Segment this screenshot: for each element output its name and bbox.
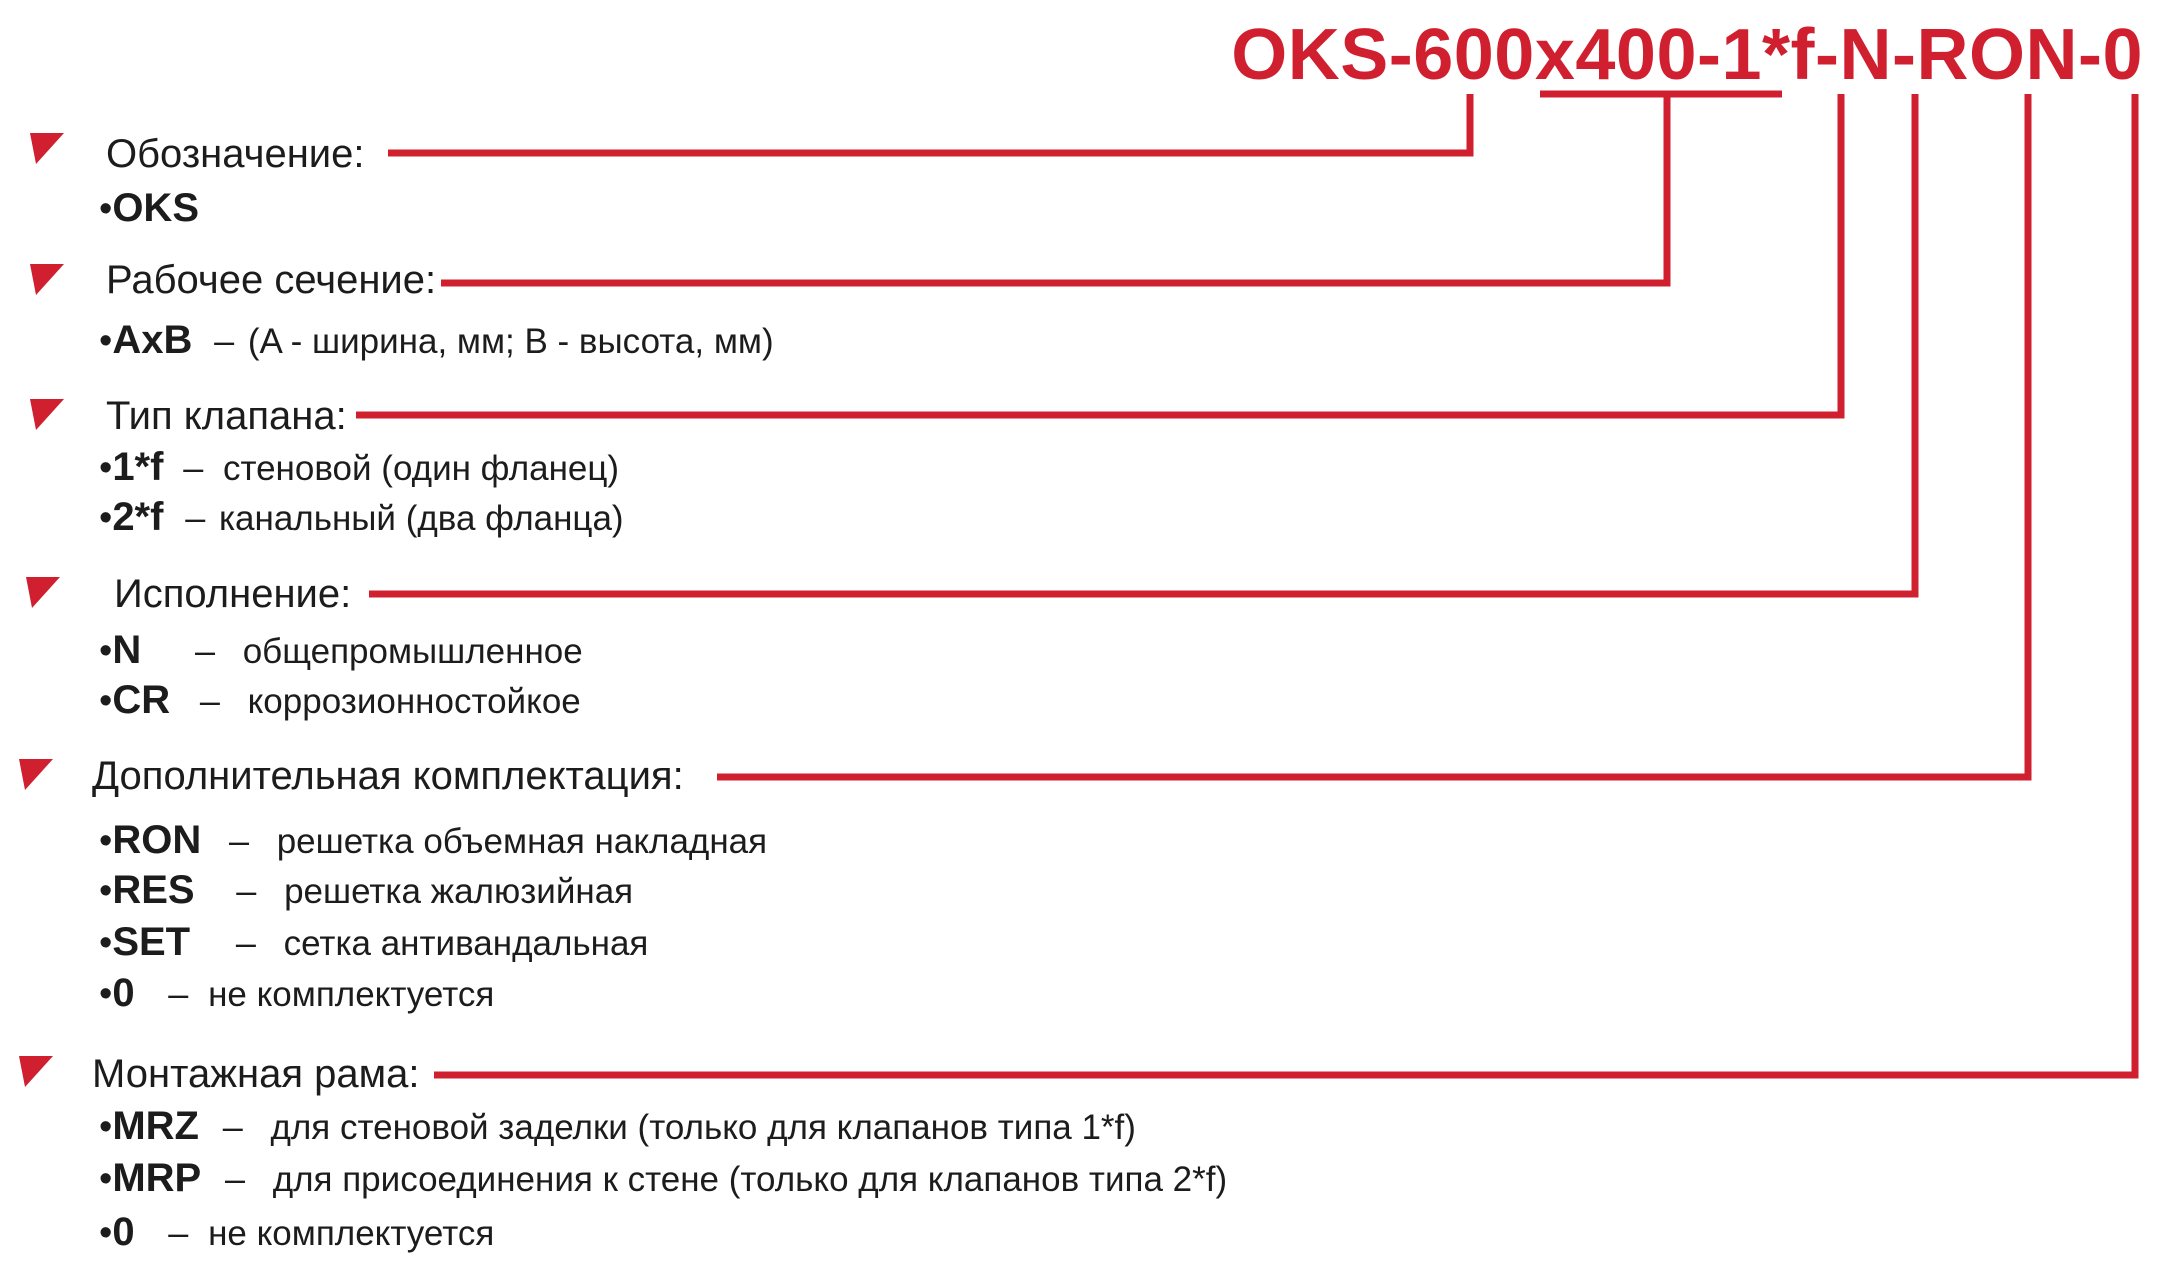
bullet: • — [99, 922, 113, 964]
option-item — [99, 1106, 1136, 1146]
bullet: • — [99, 1212, 113, 1254]
option-item — [99, 820, 767, 860]
option-key: CR — [112, 678, 171, 722]
option-key: RON — [112, 818, 202, 862]
red-triangle-icon — [30, 399, 64, 433]
option-description: решетка объемная накладная — [276, 822, 768, 861]
option-description: решетка жалюзийная — [284, 872, 634, 911]
bullet: • — [99, 320, 113, 362]
option-key: RES — [112, 868, 195, 912]
red-triangle-icon — [26, 577, 60, 611]
connector-frame — [434, 94, 2135, 1075]
option-item — [99, 973, 494, 1013]
option-description: канальный (два фланца) — [218, 499, 624, 538]
option-item — [99, 630, 583, 670]
option-item — [99, 320, 774, 360]
option-key: 1*f — [112, 445, 164, 489]
option-item — [99, 188, 199, 228]
option-key: 0 — [112, 1210, 135, 1254]
option-description: не комплектуется — [208, 975, 495, 1014]
option-key: AxB — [112, 318, 193, 362]
dash: – — [185, 497, 206, 538]
section-heading-valve-type: Тип клапана: — [106, 394, 347, 438]
section-heading-designation: Обозначение: — [106, 132, 365, 176]
bullet: • — [99, 188, 113, 230]
option-key: N — [112, 628, 142, 672]
section-heading-execution: Исполнение: — [114, 572, 352, 616]
bullet: • — [99, 680, 113, 722]
option-key: OKS — [112, 186, 199, 230]
dash: – — [236, 870, 257, 911]
option-item — [99, 680, 581, 720]
bullet: • — [99, 820, 113, 862]
option-key: MRP — [112, 1156, 202, 1200]
red-triangle-icon — [19, 759, 53, 793]
option-key: SET — [112, 920, 191, 964]
option-description: сетка антивандальная — [283, 924, 649, 963]
option-item — [99, 1158, 1227, 1198]
option-description: коррозионностойкое — [247, 682, 581, 721]
bullet: • — [99, 1158, 113, 1200]
option-description: общепромышленное — [242, 632, 583, 671]
bullet: • — [99, 1106, 113, 1148]
option-description: стеновой (один фланец) — [222, 449, 620, 488]
section-heading-working-section: Рабочее сечение: — [106, 258, 437, 302]
bullet: • — [99, 497, 113, 539]
dash: – — [183, 447, 204, 488]
option-item — [99, 870, 633, 910]
connector-extra — [717, 94, 2028, 777]
option-item — [99, 1212, 494, 1252]
bullet: • — [99, 870, 113, 912]
red-triangle-icon — [30, 264, 64, 298]
connector-section — [441, 94, 1667, 283]
option-description: для стеновой заделки (только для клапанов типа 1*f) — [270, 1108, 1136, 1147]
dash: – — [228, 820, 249, 861]
section-heading-mounting-frame: Монтажная рама: — [92, 1052, 420, 1096]
dash: – — [168, 1212, 189, 1253]
product-code: OKS-600x400-1*f-N-RON-0 — [1231, 15, 2143, 95]
option-item — [99, 497, 624, 537]
bullet: • — [99, 447, 113, 489]
option-item — [99, 922, 648, 962]
dash: – — [224, 1158, 245, 1199]
dash: – — [214, 320, 235, 361]
dash: – — [235, 922, 256, 963]
section-heading-extra-equipment: Дополнительная комплектация: — [92, 754, 684, 798]
option-key: 0 — [112, 971, 135, 1015]
dash: – — [194, 630, 215, 671]
bullet: • — [99, 973, 113, 1015]
option-key: MRZ — [112, 1104, 199, 1148]
option-description: не комплектуется — [208, 1214, 495, 1253]
bullet: • — [99, 630, 113, 672]
red-triangle-icon — [30, 133, 64, 167]
dash: – — [222, 1106, 243, 1147]
option-description: (A - ширина, мм; B - высота, мм) — [247, 322, 774, 361]
connector-oks — [388, 94, 1470, 153]
option-item — [99, 447, 619, 487]
dash: – — [199, 680, 220, 721]
red-triangle-icon — [19, 1056, 53, 1090]
connector-valve-type — [356, 94, 1841, 415]
option-key: 2*f — [112, 495, 164, 539]
option-description: для присоединения к стене (только для клапанов типа 2*f) — [272, 1160, 1228, 1199]
dash: – — [168, 973, 189, 1014]
